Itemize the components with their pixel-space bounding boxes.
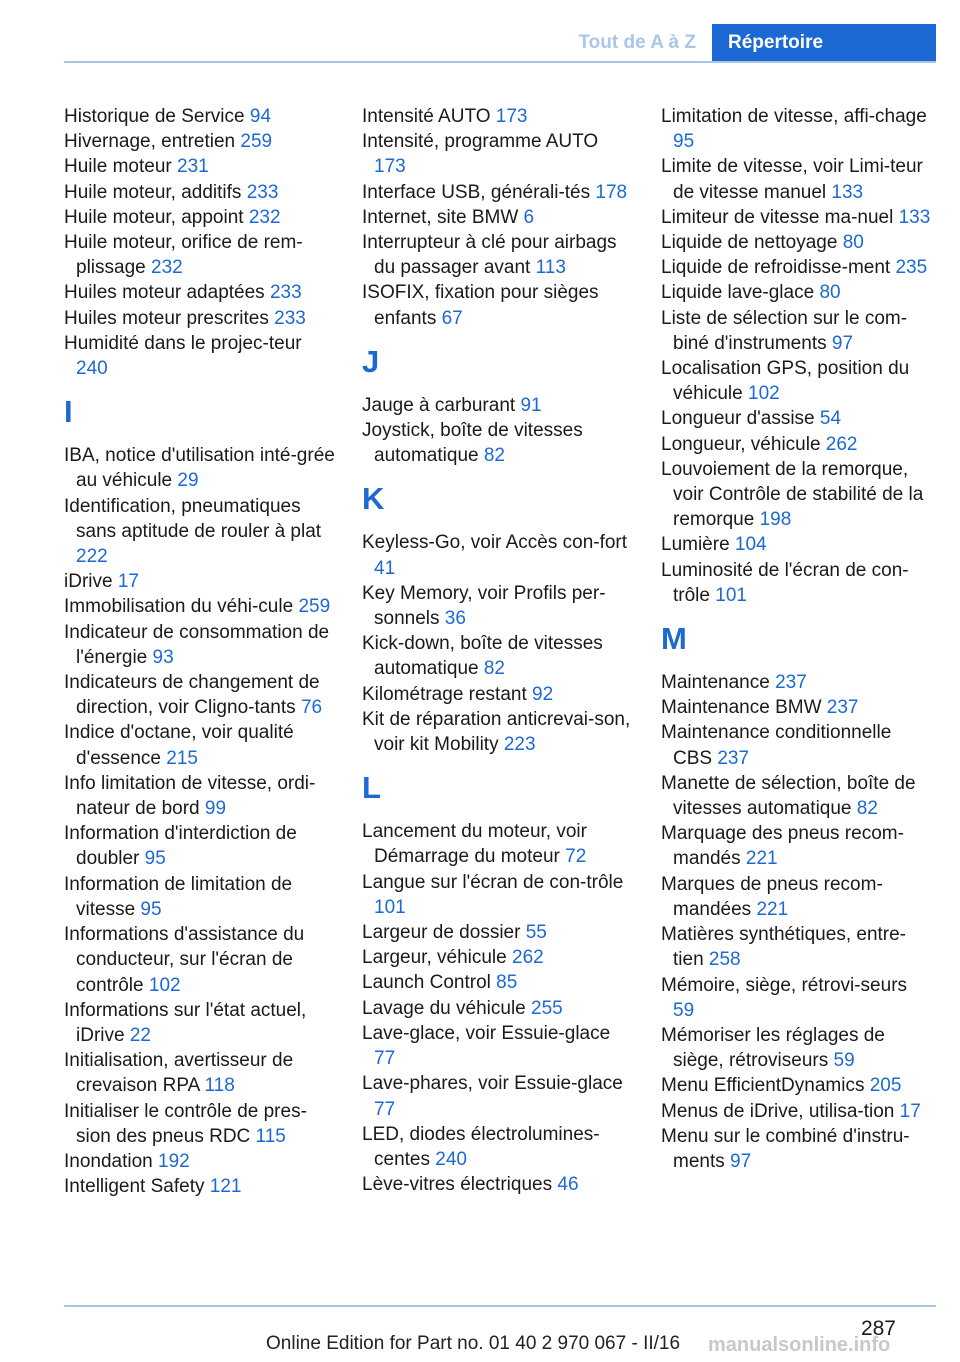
index-column-3 xyxy=(661,104,933,1174)
index-entry xyxy=(661,432,933,457)
index-entry-text: Intelligent Safety xyxy=(64,1176,210,1198)
index-section-letter: I xyxy=(64,394,73,430)
page-link[interactable]: 67 xyxy=(441,307,463,329)
index-entry xyxy=(64,154,336,179)
index-entry-text: Maintenance conditionnelle CBS xyxy=(661,722,892,769)
footer-divider xyxy=(64,1305,936,1307)
index-column-2 xyxy=(362,104,634,1197)
index-entry-text: Kick-down, boîte de vitesses automatique xyxy=(362,633,603,680)
index-entry-text: Huile moteur, additifs xyxy=(64,181,247,203)
page-link[interactable]: 29 xyxy=(177,470,199,492)
index-entry-text: Internet, site BMW xyxy=(362,206,524,228)
index-entry xyxy=(362,230,634,280)
index-entry-text: Liquide de nettoyage xyxy=(661,232,843,254)
index-entry-text: Kilométrage restant xyxy=(362,683,533,705)
page-link[interactable]: 72 xyxy=(565,846,587,868)
index-entry xyxy=(661,922,933,972)
page-link[interactable]: 17 xyxy=(117,571,139,593)
page-link[interactable]: 93 xyxy=(152,646,174,668)
page-link[interactable]: 95 xyxy=(140,898,162,920)
index-entry-text: Liquide lave-glace xyxy=(661,282,820,304)
index-entry-text: Mémoire, siège, rétrovi‐seurs xyxy=(661,974,908,996)
index-entry-text: Humidité dans le projec‐teur xyxy=(64,332,302,354)
index-entry-text: Inondation xyxy=(64,1150,159,1172)
page-link[interactable]: 237 xyxy=(775,672,807,694)
page-link[interactable]: 237 xyxy=(717,747,750,769)
index-entry-text: Interrupteur à clé pour airbags du passager avant xyxy=(362,232,617,279)
index-entry-text: Huiles moteur adaptées xyxy=(64,282,270,304)
index-entry xyxy=(362,180,634,205)
page-link[interactable]: 85 xyxy=(496,972,518,994)
index-entry xyxy=(661,104,933,154)
page-link[interactable]: 233 xyxy=(246,181,279,203)
index-entry-text: Information d'interdiction de doubler xyxy=(64,823,297,870)
page-link[interactable]: 232 xyxy=(151,257,183,279)
page-link[interactable]: 221 xyxy=(756,898,789,920)
index-entry xyxy=(661,1099,933,1124)
page-link[interactable]: 99 xyxy=(204,798,227,820)
index-entry-text: Immobilisation du véhi‐cule xyxy=(64,596,299,618)
page-link[interactable]: 113 xyxy=(535,257,566,279)
index-entry-text: Hivernage, entretien xyxy=(64,131,241,153)
index-entry xyxy=(362,1071,634,1121)
page-link[interactable]: 240 xyxy=(76,358,108,380)
index-entry-text: LED, diodes électrolumines‐centes xyxy=(362,1123,600,1170)
page-link[interactable]: 104 xyxy=(734,534,767,556)
index-entry-text: Intensité, programme AUTO xyxy=(362,131,599,153)
index-entry xyxy=(362,631,634,681)
index-entry xyxy=(362,205,634,230)
page-link[interactable]: 233 xyxy=(274,307,306,329)
page-link[interactable]: 102 xyxy=(748,383,780,405)
index-entry-text: Informations sur l'état actuel, iDrive xyxy=(64,999,307,1046)
page-link[interactable]: 17 xyxy=(899,1100,921,1122)
index-entry-text: Langue sur l'écran de con‐trôle xyxy=(362,871,624,893)
index-entry-text: Localisation GPS, position du véhicule xyxy=(661,358,910,405)
page-link[interactable]: 6 xyxy=(523,206,535,228)
page-link[interactable]: 255 xyxy=(531,997,563,1019)
page-link[interactable]: 91 xyxy=(520,394,542,416)
index-entry xyxy=(661,720,933,770)
index-entry xyxy=(661,1023,933,1073)
index-entry xyxy=(661,457,933,533)
tab-repertoire[interactable]: Répertoire xyxy=(712,24,936,62)
index-section-letter: M xyxy=(661,621,687,657)
index-entry xyxy=(64,1149,336,1174)
watermark-text: manualsonline.info xyxy=(708,1334,891,1356)
page-link[interactable]: 240 xyxy=(435,1148,467,1170)
page-link[interactable]: 259 xyxy=(240,131,273,153)
tab-tout-de-a-a-z[interactable]: Tout de A à Z xyxy=(562,24,712,62)
index-entry-text: Joystick, boîte de vitesses automatique xyxy=(362,420,583,467)
index-entry xyxy=(64,670,336,720)
page-link[interactable]: 80 xyxy=(842,232,864,254)
index-entry-text: Indice d'octane, voir qualité d'essence xyxy=(64,722,294,769)
index-section-letter: J xyxy=(362,343,380,379)
page-link[interactable]: 222 xyxy=(76,546,108,568)
index-entry-text: Liquide de refroidisse‐ment xyxy=(661,257,896,279)
index-entry xyxy=(362,581,634,631)
index-entry-text: Identification, pneumatiques sans aptitude de rouler à plat xyxy=(64,495,322,542)
page-link[interactable]: 55 xyxy=(525,922,547,944)
page-link[interactable]: 95 xyxy=(673,131,695,153)
index-entry xyxy=(661,1124,933,1174)
index-entry xyxy=(362,418,634,468)
index-entry-text: Largeur, véhicule xyxy=(362,947,512,969)
index-entry xyxy=(661,205,933,230)
page-link[interactable]: 258 xyxy=(708,949,741,971)
index-entry-text: ISOFIX, fixation pour sièges enfants xyxy=(362,282,599,329)
index-entry-text: Maintenance xyxy=(661,672,776,694)
page-link[interactable]: 82 xyxy=(856,798,878,820)
index-entry xyxy=(64,569,336,594)
page-link[interactable]: 59 xyxy=(673,999,695,1021)
index-entry-text: iDrive xyxy=(64,571,118,593)
index-entry-text: Huiles moteur prescrites xyxy=(64,307,275,329)
page-link[interactable]: 59 xyxy=(833,1050,855,1072)
index-entry xyxy=(64,280,336,305)
index-entry xyxy=(362,920,634,945)
index-entry-text: Informations d'assistance du conducteur, sur l'écran de contrôle xyxy=(64,924,305,996)
page-link[interactable]: 231 xyxy=(177,156,209,178)
index-entry xyxy=(362,970,634,995)
index-entry-text: Manette de sélection, boîte de vitesses automatique xyxy=(661,772,916,820)
index-entry-text: Lève-vitres électriques xyxy=(362,1174,558,1196)
page-link[interactable]: 36 xyxy=(444,608,466,630)
page-link[interactable]: 262 xyxy=(825,433,858,455)
index-section-letter: K xyxy=(362,481,385,517)
index-entry-text: Longueur, véhicule xyxy=(661,433,826,455)
page-link[interactable]: 221 xyxy=(745,848,778,870)
index-entry xyxy=(64,922,336,998)
index-entry-text: Info limitation de vitesse, ordi‐nateur de bord xyxy=(64,772,316,820)
index-entry xyxy=(64,443,336,493)
index-entry-text: Mémoriser les réglages de siège, rétroviseurs xyxy=(661,1024,885,1072)
index-entry xyxy=(661,306,933,356)
page-link[interactable]: 80 xyxy=(819,282,841,304)
page-link[interactable]: 133 xyxy=(831,181,864,203)
index-entry xyxy=(362,129,634,179)
index-entry-text: Lancement du moteur, voir Démarrage du moteur xyxy=(362,821,587,868)
index-entry-text: Marquage des pneus recom‐mandés xyxy=(661,823,904,870)
index-entry-text: Menu sur le combiné d'instru‐ments xyxy=(661,1125,910,1172)
index-entry xyxy=(362,819,634,869)
index-entry xyxy=(64,104,336,129)
index-entry-text: Lave-glace, voir Essuie-glace xyxy=(362,1022,611,1044)
page-link[interactable]: 259 xyxy=(298,596,331,618)
page-link[interactable]: 232 xyxy=(248,206,281,228)
index-entry xyxy=(64,331,336,381)
index-entry-text: Louvoiement de la remorque, voir Contrôle de stabilité de la remorque xyxy=(661,458,924,531)
index-entry-text: Marques de pneus recom‐mandées xyxy=(661,873,883,920)
page-link[interactable]: 97 xyxy=(730,1150,752,1172)
page-link[interactable]: 198 xyxy=(759,509,792,531)
page-link[interactable]: 76 xyxy=(300,697,323,719)
index-entry-text: Limiteur de vitesse ma‐nuel xyxy=(661,206,899,228)
index-entry xyxy=(64,594,336,619)
index-entry xyxy=(64,1099,336,1149)
page-link[interactable]: 233 xyxy=(269,282,302,304)
page-link[interactable]: 77 xyxy=(374,1048,396,1070)
index-entry xyxy=(64,771,336,821)
page-link[interactable]: 115 xyxy=(255,1125,286,1147)
index-entry xyxy=(64,129,336,154)
index-entry-text: Huile moteur xyxy=(64,156,177,178)
index-entry-text: Initialiser le contrôle de pres‐sion des pneus RDC xyxy=(64,1100,307,1147)
index-entry xyxy=(362,280,634,330)
index-entry-text: Limite de vitesse, voir Limi‐teur de vitesse manuel xyxy=(661,156,923,203)
index-entry xyxy=(661,154,933,204)
page-link[interactable]: 102 xyxy=(148,974,181,996)
page-link[interactable]: 205 xyxy=(869,1075,902,1097)
page-number: 287 xyxy=(860,1317,896,1340)
page-link[interactable]: 173 xyxy=(374,156,406,178)
index-entry xyxy=(661,356,933,406)
page-link[interactable]: 77 xyxy=(374,1098,396,1120)
index-entry xyxy=(362,393,634,418)
index-entry-text: Liste de sélection sur le com‐biné d'instruments xyxy=(661,307,908,354)
index-entry-text: Matières synthétiques, entre‐tien xyxy=(661,924,907,971)
page-link[interactable]: 97 xyxy=(831,332,854,354)
index-entry-text: Launch Control xyxy=(362,972,497,994)
page-link[interactable]: 41 xyxy=(374,557,396,579)
index-entry xyxy=(661,255,933,280)
index-entry-text: Key Memory, voir Profils per‐sonnels xyxy=(362,582,606,630)
index-entry xyxy=(661,532,933,557)
page-link[interactable]: 192 xyxy=(158,1150,190,1172)
index-entry-text: Indicateur de consommation de l'énergie xyxy=(64,621,330,668)
index-entry xyxy=(64,494,336,570)
page-link[interactable]: 237 xyxy=(826,697,859,719)
index-entry-text: Huile moteur, orifice de rem‐plissage xyxy=(64,232,303,279)
index-entry-text: Longueur d'assise xyxy=(661,408,820,430)
index-entry-text: Luminosité de l'écran de con‐trôle xyxy=(661,559,909,606)
page-link[interactable]: 46 xyxy=(557,1174,579,1196)
index-entry-text: IBA, notice d'utilisation inté‐grée au véhicule xyxy=(64,445,335,492)
index-entry xyxy=(362,1122,634,1172)
index-entry xyxy=(362,682,634,707)
index-entry-text: Lumière xyxy=(661,534,735,556)
index-entry xyxy=(362,104,634,129)
header-tabs xyxy=(562,24,936,62)
index-section-letter: L xyxy=(362,770,381,806)
index-entry xyxy=(661,695,933,720)
page-link[interactable]: 133 xyxy=(898,206,931,228)
index-entry xyxy=(362,1021,634,1071)
index-entry xyxy=(362,1172,634,1197)
index-entry-text: Kit de réparation anticrevai‐son, voir kit Mobility xyxy=(362,708,631,756)
page-link[interactable]: 95 xyxy=(144,848,166,870)
index-entry xyxy=(64,205,336,230)
index-entry-text: Menu EfficientDynamics xyxy=(661,1075,870,1097)
index-entry xyxy=(64,720,336,770)
page-link[interactable]: 54 xyxy=(819,408,842,430)
page-link[interactable]: 178 xyxy=(595,181,628,203)
index-entry xyxy=(64,1048,336,1098)
page-link[interactable]: 94 xyxy=(249,106,272,127)
index-entry xyxy=(64,230,336,280)
index-entry-text: Initialisation, avertisseur de crevaison RPA xyxy=(64,1050,294,1097)
index-entry-text: Menus de iDrive, utilisa‐tion xyxy=(661,1100,900,1122)
index-entry-text: Lavage du véhicule xyxy=(362,997,532,1019)
index-entry xyxy=(661,280,933,305)
index-entry xyxy=(661,670,933,695)
page-link[interactable]: 223 xyxy=(503,734,536,756)
index-entry-text: Largeur de dossier xyxy=(362,922,526,944)
index-column-1 xyxy=(64,104,336,1199)
index-entry xyxy=(64,998,336,1048)
page-link[interactable]: 215 xyxy=(166,747,198,769)
index-entry-text: Keyless-Go, voir Accès con‐fort xyxy=(362,532,628,554)
index-entry xyxy=(64,180,336,205)
index-entry-text: Lave-phares, voir Essuie-glace xyxy=(362,1073,623,1095)
index-entry xyxy=(661,973,933,1023)
index-entry-text: Maintenance BMW xyxy=(661,697,827,719)
page-link[interactable]: 82 xyxy=(483,658,505,680)
page-link[interactable]: 101 xyxy=(715,584,747,606)
index-entry xyxy=(64,872,336,922)
index-entry xyxy=(661,230,933,255)
header-divider xyxy=(64,61,936,63)
page-link[interactable]: 101 xyxy=(374,896,406,918)
index-entry-text: Indicateurs de changement de direction, voir Cligno‐tants xyxy=(64,672,320,719)
index-entry xyxy=(64,1174,336,1199)
index-entry-text: Jauge à carburant xyxy=(362,394,521,416)
page-link[interactable]: 235 xyxy=(895,257,928,279)
page-link[interactable]: 118 xyxy=(204,1075,235,1097)
index-entry-text: Information de limitation de vitesse xyxy=(64,873,293,920)
index-entry xyxy=(661,821,933,871)
page-link[interactable]: 121 xyxy=(209,1176,242,1198)
index-entry xyxy=(362,996,634,1021)
edition-note: Online Edition for Part no. 01 40 2 970 067 - II/16 xyxy=(266,1333,681,1354)
page-link[interactable]: 173 xyxy=(495,106,528,127)
index-entry-text: Huile moteur, appoint xyxy=(64,206,249,228)
index-entry xyxy=(362,530,634,580)
index-entry xyxy=(64,821,336,871)
index-entry xyxy=(362,945,634,970)
page-link[interactable]: 22 xyxy=(129,1024,151,1046)
page-link[interactable]: 262 xyxy=(512,947,544,969)
index-entry xyxy=(661,558,933,608)
index-entry-text: Intensité AUTO xyxy=(362,106,496,127)
index-entry-text: Interface USB, générali‐tés xyxy=(362,181,596,203)
index-entry xyxy=(64,620,336,670)
index-entry xyxy=(362,707,634,757)
index-entry xyxy=(661,771,933,821)
index-entry xyxy=(661,1073,933,1098)
index-entry-text: Historique de Service xyxy=(64,106,250,127)
page-link[interactable]: 82 xyxy=(483,445,505,467)
index-entry-text: Limitation de vitesse, affi‐chage xyxy=(661,106,927,127)
index-entry xyxy=(661,406,933,431)
index-entry xyxy=(64,306,336,331)
index-entry xyxy=(661,872,933,922)
index-entry xyxy=(362,870,634,920)
page-link[interactable]: 92 xyxy=(532,683,554,705)
